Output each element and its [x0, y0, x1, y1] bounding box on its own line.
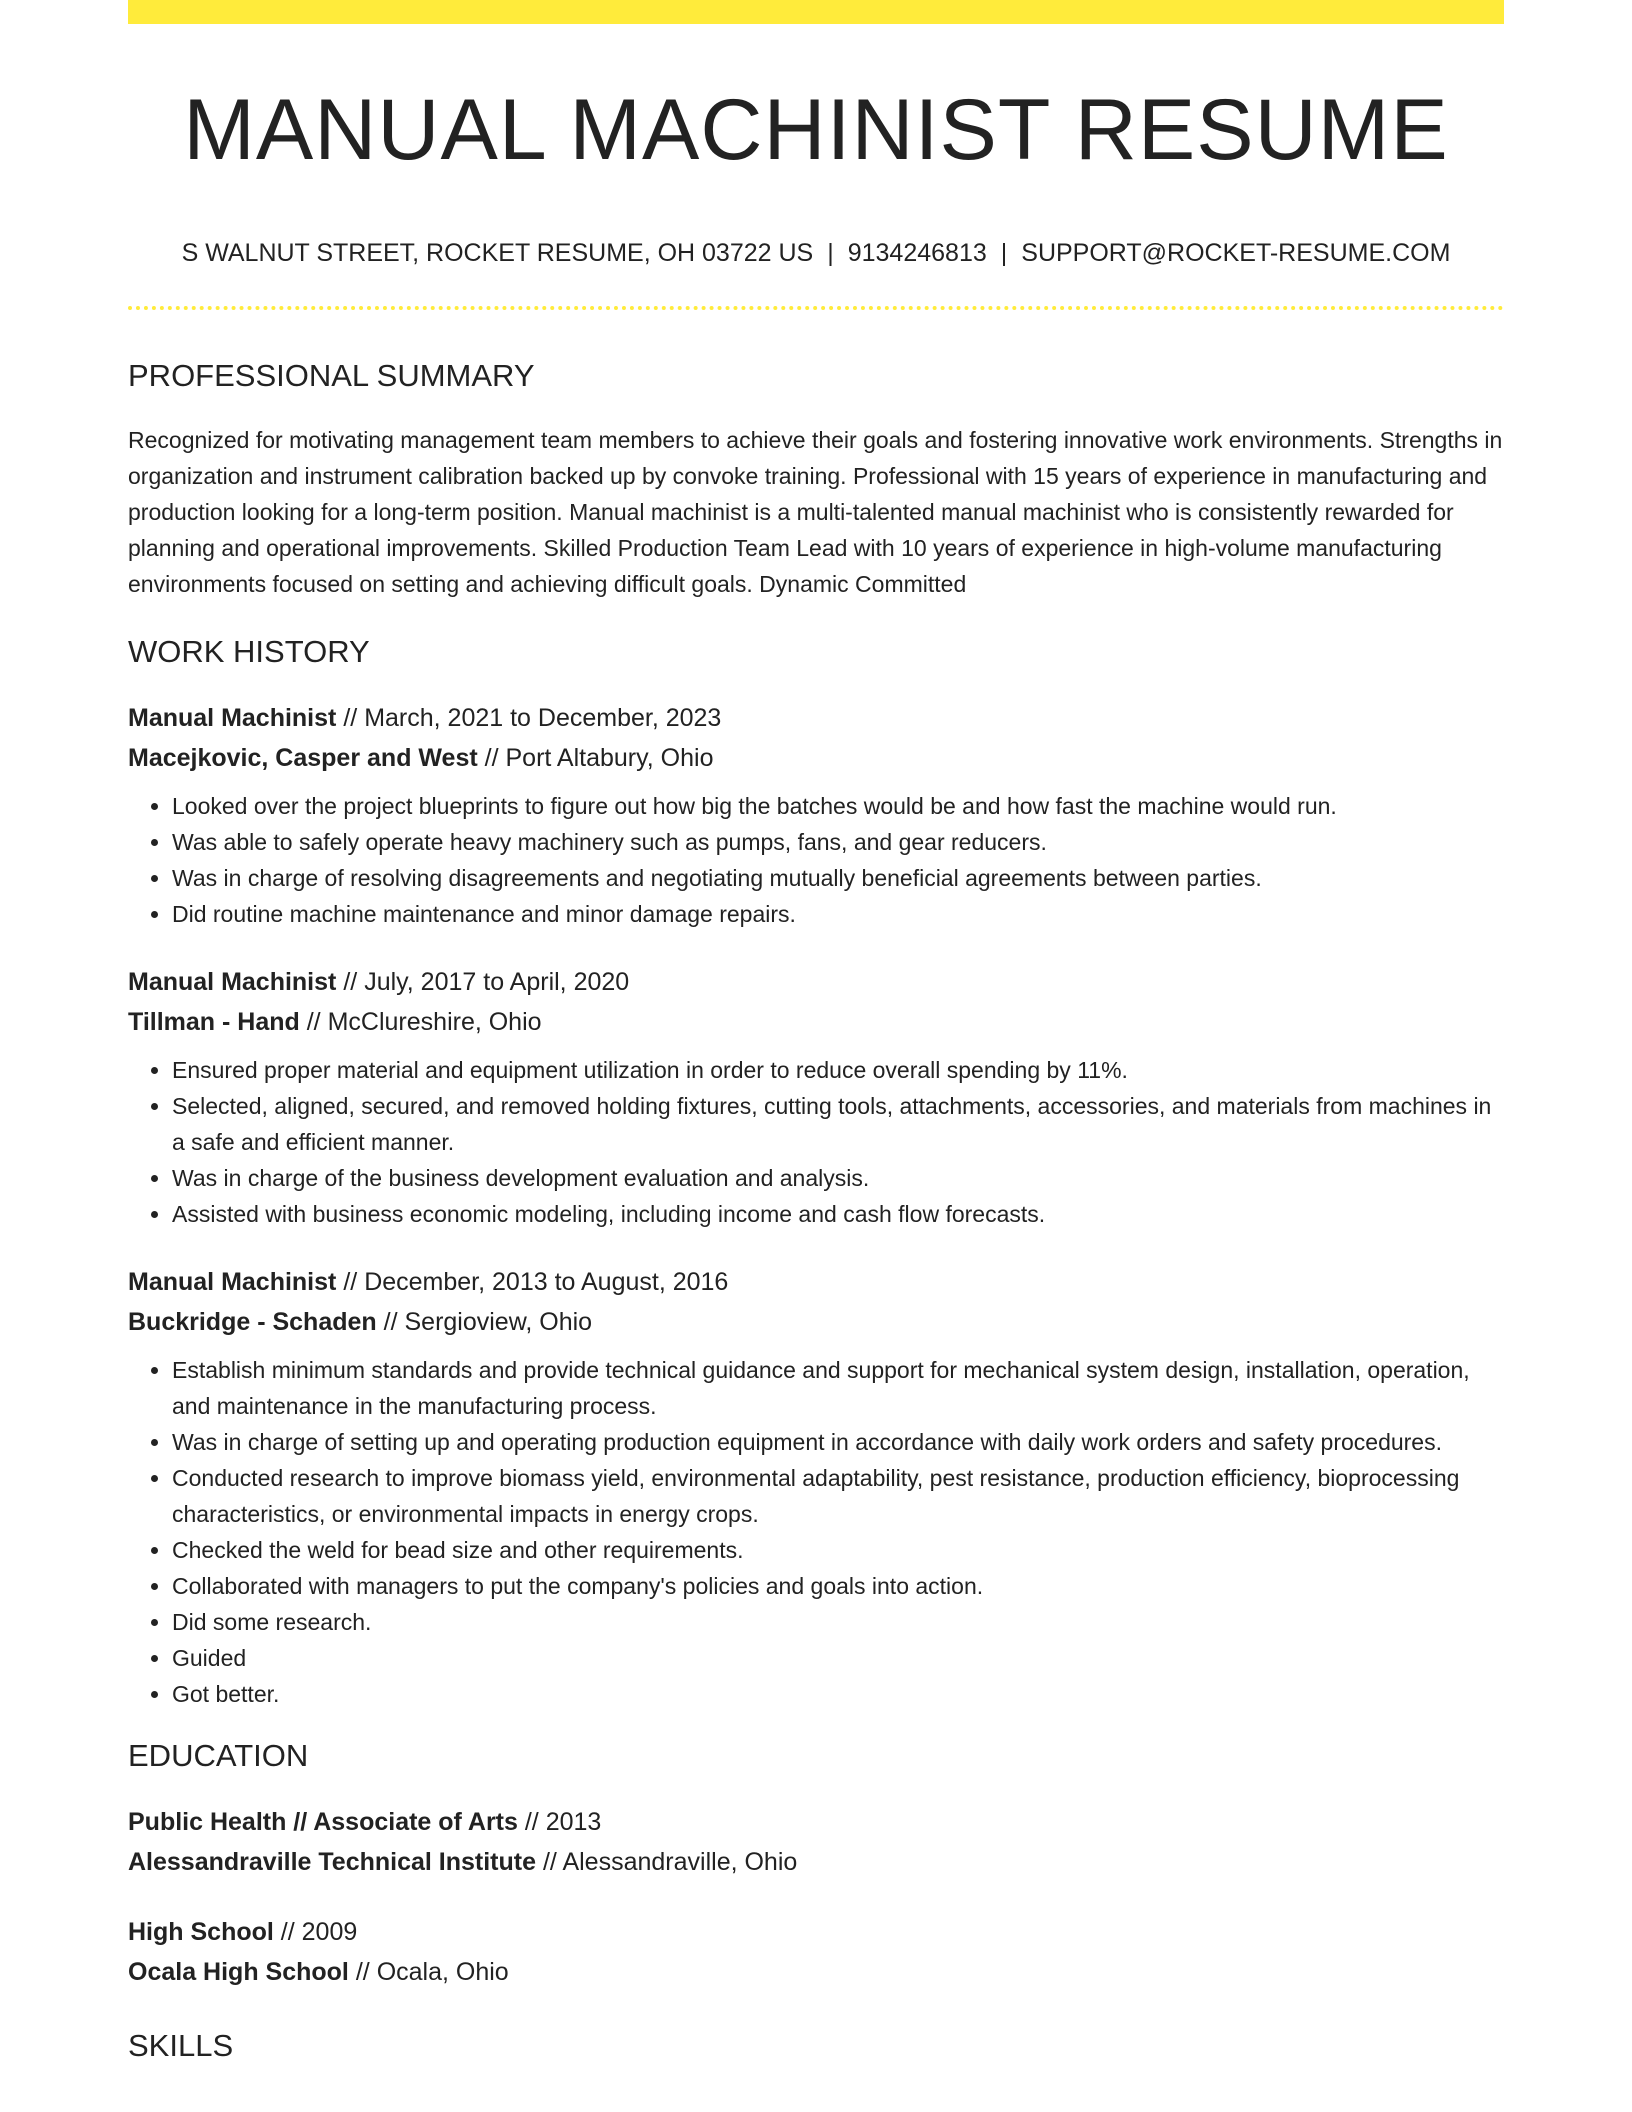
job-bullet: • Was in charge of setting up and operating production equipment in accordance with daily work orders and safety procedures. — [172, 1424, 1504, 1460]
job-title-line — [128, 698, 1504, 738]
job-location: Sergioview, Ohio — [404, 1308, 593, 1336]
education-degree-line — [128, 1912, 1504, 1952]
dotted-divider — [128, 306, 1504, 310]
line-separator: // — [355, 1958, 370, 1986]
education-location: Ocala, Ohio — [376, 1958, 509, 1986]
job-entry — [128, 962, 1504, 1232]
job-bullet: • Ensured proper material and equipment utilization in order to reduce overall spending by 11%. — [172, 1052, 1504, 1088]
job-title: Manual Machinist — [128, 704, 337, 732]
resume-title: MANUAL MACHINIST RESUME — [183, 82, 1449, 178]
line-separator: // — [542, 1848, 557, 1876]
contact-address: S WALNUT STREET, ROCKET RESUME, OH 03722 US — [181, 239, 814, 267]
job-bullet: • Did routine machine maintenance and minor damage repairs. — [172, 896, 1504, 932]
line-separator: // — [484, 744, 499, 772]
education-school: Ocala High School — [128, 1958, 349, 1986]
job-bullet: • Got better. — [172, 1676, 1504, 1712]
job-location: McClureshire, Ohio — [327, 1008, 542, 1036]
job-bullet-list — [128, 788, 1504, 932]
job-dates: December, 2013 to August, 2016 — [364, 1268, 729, 1296]
education-school: Alessandraville Technical Institute — [128, 1848, 537, 1876]
job-title: Manual Machinist — [128, 1268, 337, 1296]
job-bullet: • Conducted research to improve biomass yield, environmental adaptability, pest resistance, production efficiency, bioprocessing characteristics, or environmental impacts in energy crops. — [172, 1460, 1504, 1532]
job-bullet: • Guided — [172, 1640, 1504, 1676]
education-entry — [128, 1802, 1504, 1882]
job-entry — [128, 1262, 1504, 1712]
job-company: Macejkovic, Casper and West — [128, 744, 478, 772]
line-separator: // — [524, 1808, 539, 1836]
job-bullet: • Checked the weld for bead size and other requirements. — [172, 1532, 1504, 1568]
job-company: Tillman - Hand — [128, 1008, 300, 1036]
job-bullet: • Collaborated with managers to put the company's policies and goals into action. — [172, 1568, 1504, 1604]
section-heading-work: WORK HISTORY — [128, 634, 370, 669]
job-title-line — [128, 962, 1504, 1002]
education-degree: High School — [128, 1918, 274, 1946]
education-school-line — [128, 1952, 1504, 1992]
section-heading-skills: SKILLS — [128, 2028, 234, 2063]
contact-email: SUPPORT@ROCKET-RESUME.COM — [1021, 239, 1451, 267]
contact-separator: | — [1000, 239, 1008, 267]
line-separator: // — [306, 1008, 321, 1036]
line-separator: // — [280, 1918, 295, 1946]
job-title-line — [128, 1262, 1504, 1302]
education-location: Alessandraville, Ohio — [562, 1848, 798, 1876]
line-separator: // — [343, 1268, 358, 1296]
job-bullet: • Was able to safely operate heavy machinery such as pumps, fans, and gear reducers. — [172, 824, 1504, 860]
job-company-line — [128, 1002, 1504, 1042]
line-separator: // — [383, 1308, 398, 1336]
job-bullet: • Selected, aligned, secured, and removed holding fixtures, cutting tools, attachments, accessories, and materials from machines in a safe and efficient manner. — [172, 1088, 1504, 1160]
education-entry — [128, 1912, 1504, 1992]
job-bullet-list — [128, 1052, 1504, 1232]
contact-phone: 9134246813 — [847, 239, 987, 267]
job-bullet: • Did some research. — [172, 1604, 1504, 1640]
section-heading-education: EDUCATION — [128, 1738, 309, 1773]
job-bullet: • Establish minimum standards and provide technical guidance and support for mechanical system design, installation, operation, and maintenance in the manufacturing process. — [172, 1352, 1504, 1424]
job-bullet-list — [128, 1352, 1504, 1712]
accent-bar — [128, 0, 1504, 24]
resume-body — [128, 352, 1504, 2092]
education-year: 2009 — [301, 1918, 358, 1946]
job-entry — [128, 698, 1504, 932]
line-separator: // — [343, 704, 358, 732]
contact-separator: | — [827, 239, 834, 267]
job-bullet: • Looked over the project blueprints to figure out how big the batches would be and how fast the machine would run. — [172, 788, 1504, 824]
job-company-line — [128, 738, 1504, 778]
education-school-line — [128, 1842, 1504, 1882]
job-company: Buckridge - Schaden — [128, 1308, 377, 1336]
job-dates: March, 2021 to December, 2023 — [364, 704, 722, 732]
job-bullet: • Was in charge of the business development evaluation and analysis. — [172, 1160, 1504, 1196]
job-title: Manual Machinist — [128, 968, 337, 996]
summary-text: Recognized for motivating management team members to achieve their goals and fostering innovative work environments. Strengths in organization and instrument calibration backed up by convoke training. Professional with 15 years of experience in manufacturing and production looking for a long-term position. Manual machinist is a multi-talented manual machinist who is consistently rewarded for planning and operational improvements. Skilled Production Team Lead with 10 years of experience in high-volume manufacturing environments focused on setting and achieving difficult goals. Dynamic Committed — [128, 427, 1503, 597]
contact-line — [128, 236, 1504, 270]
education-degree-line — [128, 1802, 1504, 1842]
education-degree: Public Health // Associate of Arts — [128, 1808, 518, 1836]
job-dates: July, 2017 to April, 2020 — [364, 968, 630, 996]
line-separator: // — [343, 968, 358, 996]
education-year: 2013 — [545, 1808, 602, 1836]
section-heading-summary: PROFESSIONAL SUMMARY — [128, 358, 535, 393]
job-bullet: • Assisted with business economic modeling, including income and cash flow forecasts. — [172, 1196, 1504, 1232]
job-bullet: • Was in charge of resolving disagreements and negotiating mutually beneficial agreements between parties. — [172, 860, 1504, 896]
job-location: Port Altabury, Ohio — [505, 744, 714, 772]
job-company-line — [128, 1302, 1504, 1342]
